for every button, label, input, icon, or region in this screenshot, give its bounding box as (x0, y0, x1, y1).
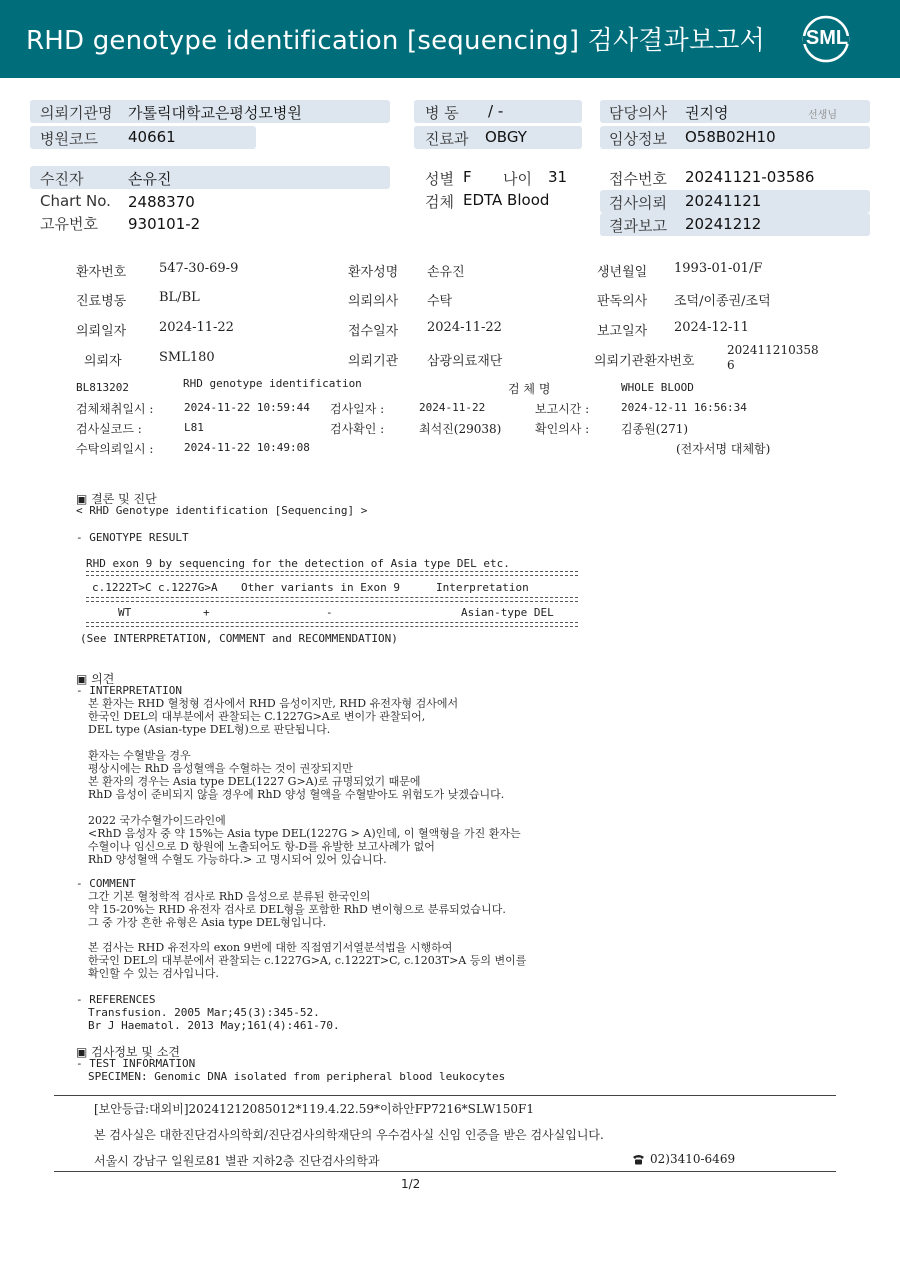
hospital-code-value: 40661 (128, 128, 176, 146)
reader-label: 판독의사 (597, 294, 648, 309)
unique-label: 고유번호 (40, 215, 98, 233)
clinical-value: O58B02H10 (685, 128, 776, 146)
rpt-date-label: 보고일자 (597, 324, 648, 339)
pid-label: 환자번호 (76, 265, 127, 280)
age-value: 31 (548, 168, 568, 186)
comment-p1-line-3: 그 중 가장 흔한 유형은 Asia type DEL형입니다. (88, 916, 327, 929)
report-time-label: 보고시간 : (535, 402, 590, 416)
col-header-3: Other variants in Exon 9 (241, 581, 400, 594)
report-time-value: 2024-12-11 16:56:34 (621, 401, 747, 414)
report-date-label: 결과보고 (609, 217, 667, 235)
phone-number: 02)3410-6469 (650, 1152, 736, 1166)
row-cell-3: - (326, 606, 333, 619)
dob-label: 생년월일 (597, 265, 648, 280)
test-code: BL813202 (76, 381, 129, 394)
table-rule-mid-2 (86, 601, 578, 602)
reader-value: 조덕/이종권/조덕 (674, 294, 771, 309)
inst-pid-value-2: 6 (727, 358, 735, 372)
doctor-value: 권지영 (685, 104, 729, 122)
row-cell-2: + (203, 606, 210, 619)
confirm-label: 확인의사 : (535, 422, 590, 436)
req-date-label: 의뢰일자 (76, 324, 127, 339)
footer-rule-top (54, 1095, 836, 1096)
reference-1: Transfusion. 2005 Mar;45(3):345-52. (88, 1006, 320, 1019)
sex-label: 성별 (425, 170, 454, 188)
opinion-heading: ▣ 의견 (76, 672, 115, 686)
specimen-name-value: WHOLE BLOOD (621, 381, 694, 394)
col-header-1: c.1222T>C (92, 581, 152, 594)
patient-label: 수진자 (40, 170, 84, 188)
tech-label: 검사확인 : (330, 422, 385, 436)
interp-p1-line-2: 한국인 DEL의 대부분에서 관찰되는 C.1227G>A로 변이가 관찰되어, (88, 710, 426, 723)
report-date-value: 20241212 (685, 215, 762, 233)
comment-heading: - COMMENT (76, 877, 136, 890)
footer-rule-bottom (54, 1171, 836, 1172)
references-heading: - REFERENCES (76, 993, 156, 1006)
chart-no-value: 2488370 (128, 193, 195, 211)
dob-value: 1993-01-01/F (674, 261, 763, 276)
rcv-date-label: 접수일자 (348, 324, 399, 339)
interp-p2-line-3: 본 환자의 경우는 Asia type DEL(1227 G>A)로 규명되었기 때문에 (88, 775, 421, 788)
conclusion-heading: ▣ 결론 및 진단 (76, 492, 157, 506)
rpt-date-value: 2024-12-11 (674, 320, 749, 335)
inst-pid-value-1: 202411210358 (727, 343, 819, 357)
inst-label: 의뢰기관 (348, 354, 399, 369)
lab-code-label: 검사실코드 : (76, 422, 142, 436)
report-header (0, 0, 900, 78)
request-date-label: 검사의뢰 (609, 194, 667, 212)
requester-value: SML180 (159, 350, 215, 365)
test-date-label: 검사일자 : (330, 402, 385, 416)
col-header-2: c.1227G>A (158, 581, 218, 594)
phone-icon (632, 1154, 645, 1165)
pname-value: 손유진 (427, 265, 465, 280)
consign-value: 2024-11-22 10:49:08 (184, 441, 310, 454)
conclusion-subheading: < RHD Genotype identification [Sequencing] > (76, 504, 368, 517)
confirm-value: 김종원(271) (621, 422, 689, 436)
row-cell-4: Asian-type DEL (461, 606, 554, 619)
interp-p1-line-1: 본 환자는 RHD 혈청형 검사에서 RHD 음성이지만, RHD 유전자형 검사에서 (88, 697, 459, 710)
patient-row (30, 166, 390, 189)
collect-value: 2024-11-22 10:59:44 (184, 401, 310, 414)
reference-2: Br J Haematol. 2013 May;161(4):461-70. (88, 1019, 340, 1032)
unique-value: 930101-2 (128, 215, 201, 233)
requester-label: 의뢰자 (84, 354, 122, 369)
interp-p2-line-1: 환자는 수혈받을 경우 (88, 749, 191, 762)
security-line: [보안등급:대외비]20241212085012*119.4.22.59*이하안FP7216*SLW150F1 (94, 1102, 535, 1116)
interp-p3-line-4: RhD 양성혈액 수혈도 가능하다.> 고 명시되어 있어 있습니다. (88, 853, 387, 866)
ward-value: / - (488, 102, 504, 120)
dept-value: OBGY (485, 128, 527, 146)
report-title: RHD genotype identification [sequencing] 검사결과보고서 (26, 26, 765, 56)
esign-note: (전자서명 대체함) (676, 442, 771, 456)
test-date-value: 2024-11-22 (419, 401, 486, 414)
chart-no-label: Chart No. (40, 192, 111, 210)
lab-code-value: L81 (184, 421, 204, 434)
test-info-heading: ▣ 검사정보 및 소견 (76, 1045, 180, 1059)
req-date-value: 2024-11-22 (159, 320, 234, 335)
consign-label: 수탁의뢰일시 : (76, 442, 154, 456)
institution-label: 의뢰기관명 (40, 104, 113, 122)
table-rule-top (86, 571, 578, 572)
specimen-name-label: 검 체 명 (508, 382, 551, 396)
age-label: 나이 (503, 170, 532, 188)
sex-value: F (463, 168, 472, 186)
interp-p3-line-1: 2022 국가수혈가이드라인에 (88, 814, 226, 827)
table-rule-top-2 (86, 575, 578, 576)
pward-label: 진료병동 (76, 294, 127, 309)
see-note: (See INTERPRETATION, COMMENT and RECOMMENDATION) (80, 632, 398, 645)
pid-value: 547-30-69-9 (159, 261, 239, 276)
institution-value: 가톨릭대학교은평성모병원 (128, 104, 302, 122)
pward-value: BL/BL (159, 290, 200, 305)
specimen-label: 검체 (425, 193, 454, 211)
doctor-label: 담당의사 (609, 104, 667, 122)
interp-p3-line-2: <RhD 음성자 중 약 15%는 Asia type DEL(1227G > A)인데, 이 혈액형을 가진 환자는 (88, 827, 521, 840)
genotype-heading: - GENOTYPE RESULT (76, 531, 189, 544)
sml-logo-text: SML (805, 27, 849, 49)
receipt-no-value: 20241121-03586 (685, 168, 815, 186)
address-line: 서울시 강남구 일원로81 별관 지하2층 진단검사의학과 (94, 1154, 380, 1168)
comment-p2-line-2: 한국인 DEL의 대부분에서 관찰되는 c.1227G>A, c.1222T>C, c.1203T>A 등의 변이를 (88, 954, 527, 967)
tech-value: 최석진(29038) (419, 422, 502, 436)
specimen-value: EDTA Blood (463, 191, 550, 209)
interp-p2-line-2: 평상시에는 RhD 음성혈액을 수혈하는 것이 권장되지만 (88, 762, 353, 775)
ward-label: 병 동 (425, 104, 459, 122)
table-rule-mid (86, 597, 578, 598)
comment-p1-line-1: 그간 기본 혈청학적 검사로 RhD 음성으로 분류된 한국인의 (88, 890, 371, 903)
col-header-4: Interpretation (436, 581, 529, 594)
interp-p1-line-3: DEL type (Asian-type DEL형)으로 판단됩니다. (88, 723, 331, 736)
doctor-suffix: 선생님 (808, 110, 837, 121)
rcv-date-value: 2024-11-22 (427, 320, 502, 335)
comment-p2-line-3: 확인할 수 있는 검사입니다. (88, 967, 219, 980)
inst-value: 삼광의료재단 (427, 354, 503, 369)
interp-p3-line-3: 수혈이나 임신으로 D 항원에 노출되어도 항-D를 유발한 보고사례가 없어 (88, 840, 435, 853)
cert-line: 본 검사실은 대한진단검사의학회/진단검사의학재단의 우수검사실 신임 인증을 받은 검사실입니다. (94, 1128, 604, 1142)
comment-p1-line-2: 약 15-20%는 RHD 유전자 검사로 DEL형을 포함한 RhD 변이형으로 분류되었습니다. (88, 903, 506, 916)
patient-value: 손유진 (128, 170, 172, 188)
comment-p2-line-1: 본 검사는 RHD 유전자의 exon 9번에 대한 직접염기서열분석법을 시행하여 (88, 941, 453, 954)
specimen-line: SPECIMEN: Genomic DNA isolated from peripheral blood leukocytes (88, 1070, 506, 1083)
test-name: RHD genotype identification (183, 377, 362, 390)
interp-heading: - INTERPRETATION (76, 684, 182, 697)
hospital-code-label: 병원코드 (40, 130, 98, 148)
test-info-sub: - TEST INFORMATION (76, 1057, 196, 1070)
receipt-no-label: 접수번호 (609, 170, 667, 188)
table-rule-bottom (86, 622, 578, 623)
pdoctor-label: 의뢰의사 (348, 294, 399, 309)
row-cell-1: WT (118, 606, 132, 619)
dept-label: 진료과 (425, 130, 469, 148)
table-rule-bottom-2 (86, 626, 578, 627)
table-caption: RHD exon 9 by sequencing for the detection of Asia type DEL etc. (86, 557, 510, 570)
page-number: 1/2 (401, 1177, 421, 1191)
pdoctor-value: 수탁 (427, 294, 453, 309)
pname-label: 환자성명 (348, 265, 399, 280)
request-date-value: 20241121 (685, 192, 762, 210)
interp-p2-line-4: RhD 음성이 준비되지 않을 경우에 RhD 양성 혈액을 수혈받아도 위험도가 낮겠습니다. (88, 788, 505, 801)
collect-label: 검체채취일시 : (76, 402, 154, 416)
inst-pid-label: 의뢰기관환자번호 (594, 354, 695, 369)
clinical-label: 임상정보 (609, 130, 667, 148)
